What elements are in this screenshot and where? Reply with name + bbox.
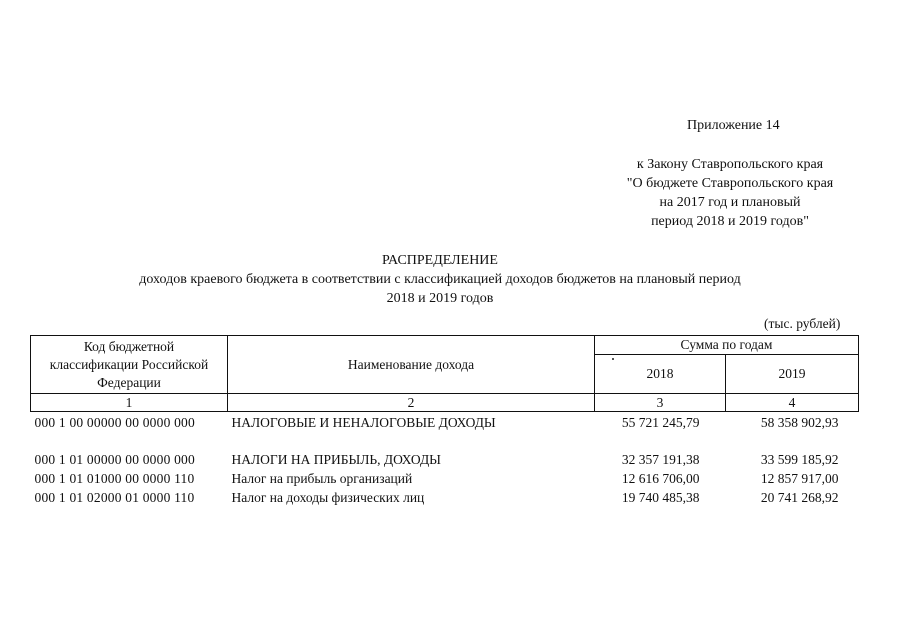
- column-number: 2: [228, 394, 595, 412]
- law-reference: [590, 155, 870, 231]
- header-code-line: классификации Российской: [49, 356, 209, 372]
- appendix-label: Приложение 14: [687, 118, 780, 133]
- law-reference-line: период 2018 и 2019 годов": [651, 214, 809, 229]
- row-code: 000 1 01 02000 01 0000 110: [34, 489, 195, 505]
- row-amount-2019: 58 358 902,93: [760, 414, 839, 430]
- document-title: [60, 251, 820, 308]
- title-subtitle-line: доходов краевого бюджета в соответствии с классификацией доходов бюджетов на плановый период: [139, 272, 741, 287]
- header-code-column: [31, 336, 228, 394]
- row-code: 000 1 01 00000 00 0000 000: [34, 451, 195, 467]
- table-row: [31, 450, 859, 469]
- header-year-2018: 2018: [595, 355, 726, 394]
- column-number: 1: [31, 394, 228, 412]
- table-row: [31, 412, 859, 434]
- table-row: [31, 469, 859, 488]
- row-amount-2019: 12 857 917,00: [760, 470, 839, 486]
- row-code: 000 1 01 01000 00 0000 110: [34, 470, 195, 486]
- row-spacer: [31, 433, 859, 450]
- row-amount-2018: 12 616 706,00: [621, 470, 700, 486]
- row-code: 000 1 00 00000 00 0000 000: [34, 414, 195, 430]
- title-heading: РАСПРЕДЕЛЕНИЕ: [382, 253, 498, 268]
- row-amount-2018: 55 721 245,79: [621, 414, 700, 430]
- title-subtitle-line: 2018 и 2019 годов: [386, 291, 494, 306]
- table-row: [31, 488, 859, 507]
- header-code-line: Код бюджетной: [83, 338, 175, 354]
- units-label: (тыс. рублей): [764, 316, 841, 331]
- law-reference-line: к Закону Ставропольского края: [636, 157, 824, 172]
- header-year-2019: 2019: [726, 355, 859, 394]
- row-name: НАЛОГОВЫЕ И НЕНАЛОГОВЫЕ ДОХОДЫ: [231, 414, 496, 430]
- row-name: Налог на прибыль организаций: [231, 470, 413, 486]
- revenue-table: [30, 335, 859, 507]
- row-amount-2018: 19 740 485,38: [621, 489, 700, 505]
- row-name: НАЛОГИ НА ПРИБЫЛЬ, ДОХОДЫ: [231, 451, 441, 467]
- column-number: 3: [595, 394, 726, 412]
- row-amount-2019: 33 599 185,92: [760, 451, 839, 467]
- header-code-line: Федерации: [97, 374, 161, 390]
- header-name-column: Наименование дохода: [228, 336, 595, 394]
- header-sum-group: Сумма по годам: [595, 336, 859, 355]
- row-amount-2018: 32 357 191,38: [621, 451, 700, 467]
- law-reference-line: на 2017 год и плановый: [659, 195, 801, 210]
- row-amount-2019: 20 741 268,92: [760, 489, 839, 505]
- column-number: 4: [726, 394, 859, 412]
- law-reference-line: "О бюджете Ставропольского края: [626, 176, 834, 191]
- row-name: Налог на доходы физических лиц: [231, 489, 425, 505]
